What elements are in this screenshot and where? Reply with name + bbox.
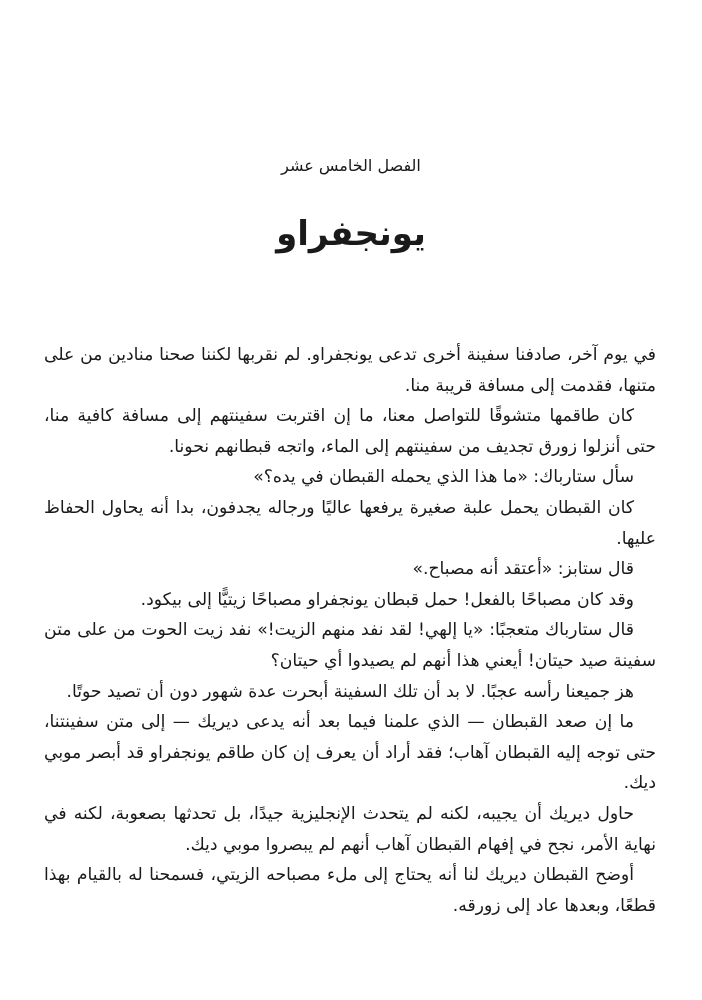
paragraph: ما إن صعد القبطان — الذي علمنا فيما بعد أنه يدعى ديريك — إلى متن سفينتنا، حتى توجه إليه القبطان آهاب؛ فقد أراد أن يعرف إن كان طاقم يونجفراو قد أبصر موبي ديك. xyxy=(44,712,656,794)
chapter-body xyxy=(44,340,656,921)
paragraph: كان طاقمها متشوقًا للتواصل معنا، ما إن اقتربت سفينتهم إلى مسافة كافية منا، حتى أنزلوا زورق تجديف من سفينتهم إلى الماء، واتجه قبطانهم نحونا. xyxy=(44,406,656,457)
paragraph: قال ستارباك متعجبًا: «يا إلهي! لقد نفد منهم الزيت!» نفد زيت الحوت من على متن سفينة صيد حيتان! أيعني هذا أنهم لم يصيدوا أي حيتان؟ xyxy=(44,620,656,671)
paragraph: في يوم آخر، صادفنا سفينة أخرى تدعى يونجفراو. لم نقربها لكننا صحنا منادين من على متنها، فقدمت إلى مسافة قريبة منا. xyxy=(44,345,656,396)
paragraph: سأل ستارباك: «ما هذا الذي يحمله القبطان في يده؟» xyxy=(253,467,634,488)
paragraph: وقد كان مصباحًا بالفعل! حمل قبطان يونجفراو مصباحًا زيتيًّا إلى بيكود. xyxy=(140,589,634,610)
paragraph: هز جميعنا رأسه عجبًا. لا بد أن تلك السفينة أبحرت عدة شهور دون أن تصيد حوتًا. xyxy=(66,681,634,702)
paragraph: كان القبطان يحمل علبة صغيرة يرفعها عاليًا ورجاله يجدفون، بدا أنه يحاول الحفاظ عليها. xyxy=(44,497,656,549)
chapter-number-label: الفصل الخامس عشر xyxy=(281,156,421,175)
paragraph: حاول ديريك أن يجيبه، لكنه لم يتحدث الإنجليزية جيدًا، بل تحدثها بصعوبة، لكنه في نهاية الأمر، نجح في إفهام القبطان آهاب أنهم لم يبصروا موبي ديك. xyxy=(44,803,656,855)
paragraph: قال ستابز: «أعتقد أنه مصباح.» xyxy=(412,559,634,580)
paragraph: أوضح القبطان ديريك لنا أنه يحتاج إلى ملء مصباحه الزيتي، فسمحنا له بالقيام بهذا قطعًا، وبعدها عاد إلى زورقه. xyxy=(44,865,656,916)
chapter-title: يونجفراو xyxy=(276,214,426,254)
